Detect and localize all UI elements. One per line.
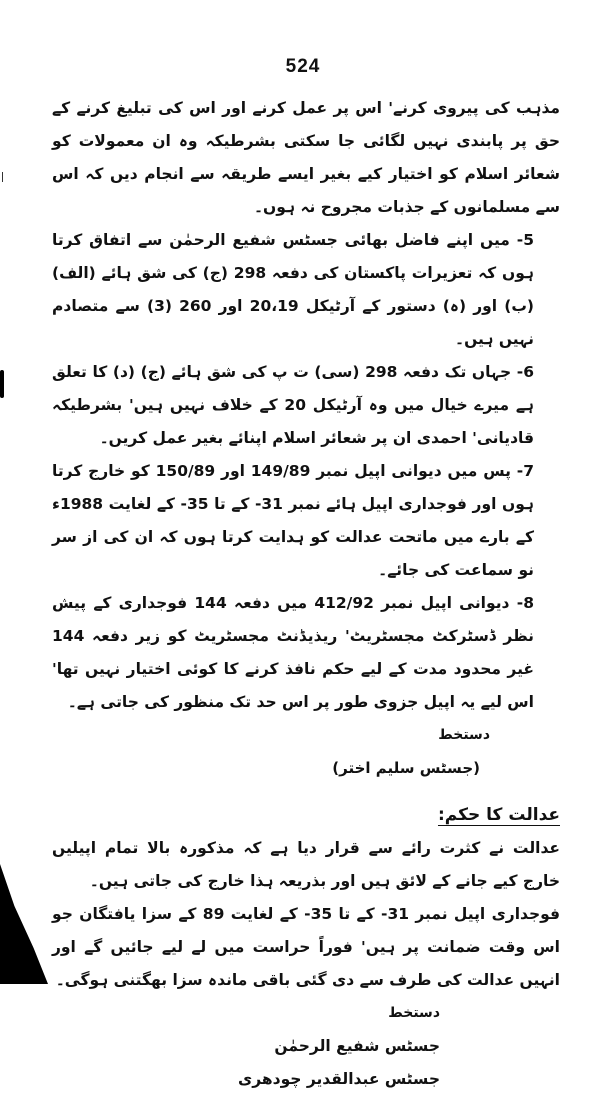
signature-name: (جسٹس سلیم اختر) xyxy=(332,759,480,777)
scan-corner-shadow xyxy=(0,864,48,984)
paragraph-5: 5- میں اپنے فاضل بھائی جسٹس شفیع الرحمٰن سے اتفاق کرتا ہوں کہ تعزیرات پاکستان کی دفعہ 298 (ج) کی شق ہائے (الف) (ب) اور (ہ) دستور کے آرٹیکل 20،19 اور 260 (3) سے متصادم نہیں ہیں۔ xyxy=(52,231,535,348)
order-paragraph-1: عدالت نے کثرت رائے سے قرار دیا ہے کہ مذکورہ بالا تمام اپیلیں خارج کیے جانے کے لائق ہیں اور بذریعہ ہذا خارج کی جاتی ہیں۔ xyxy=(52,839,560,890)
signature-label: دستخط xyxy=(438,727,490,743)
signature-name-2: جسٹس عبدالقدیر چودھری xyxy=(238,1070,440,1088)
order-paragraph-2: فوجداری اپیل نمبر 31- کے تا 35- کے لغایت 89 کے سزا یافتگان جو اس وقت ضمانت پر ہیں' فوراً حراست میں لے لیے جائیں گے اور انہیں عدالت کی طرف سے دی گئی باقی ماندہ سزا بھگتنی ہوگی۔ xyxy=(52,905,560,989)
judgment-text xyxy=(52,92,560,1096)
paragraph-continued: مذہب کی پیروی کرنے' اس پر عمل کرنے اور اس کی تبلیغ کرنے کے حق پر پابندی نہیں لگائی جا سکتی بشرطیکہ وہ ان معمولات کو شعائر اسلام کو اختیار کیے بغیر ایسے طریقہ سے انجام دیں کہ اس سے مسلمانوں کے جذبات مجروح نہ ہوں۔ xyxy=(52,99,560,216)
order-heading: عدالت کا حکم: xyxy=(437,805,560,825)
scan-artifact xyxy=(2,172,3,182)
signature-block-1 xyxy=(52,719,560,785)
signature-name-1: جسٹس شفیع الرحمٰن xyxy=(274,1037,440,1055)
signature-block-2 xyxy=(52,997,560,1096)
paragraph-6: 6- جہاں تک دفعہ 298 (سی) ت پ کی شق ہائے (ج) (د) کا تعلق ہے میرے خیال میں وہ آرٹیکل 20 کے خلاف نہیں ہیں' بشرطیکہ قادیانی' احمدی ان پر شعائر اسلام اپنائے بغیر عمل کریں۔ xyxy=(52,363,535,447)
signature-label: دستخط xyxy=(388,1005,440,1021)
paragraph-8: 8- دیوانی اپیل نمبر 412/92 میں دفعہ 144 فوجداری کے پیش نظر ڈسٹرکٹ مجسٹریٹ' ریذیڈنٹ مجسٹریٹ کو زیر دفعہ 144 غیر محدود مدت کے لیے حکم نافذ کرنے کا کوئی اختیار نہیں تھا' اس لیے یہ اپیل جزوی طور پر اس حد تک منظور کی جاتی ہے۔ xyxy=(52,594,534,711)
binding-mark xyxy=(0,370,4,398)
page-number: 524 xyxy=(285,56,321,77)
paragraph-7: 7- پس میں دیوانی اپیل نمبر 149/89 اور 150/89 کو خارج کرتا ہوں اور فوجداری اپیل ہائے نمبر 31- کے تا 35- کے لغایت 1988ء کے بارے میں ماتحت عدالت کو ہدایت کرتا ہوں کہ ان کی از سر نو سماعت کی جائے۔ xyxy=(52,462,534,579)
